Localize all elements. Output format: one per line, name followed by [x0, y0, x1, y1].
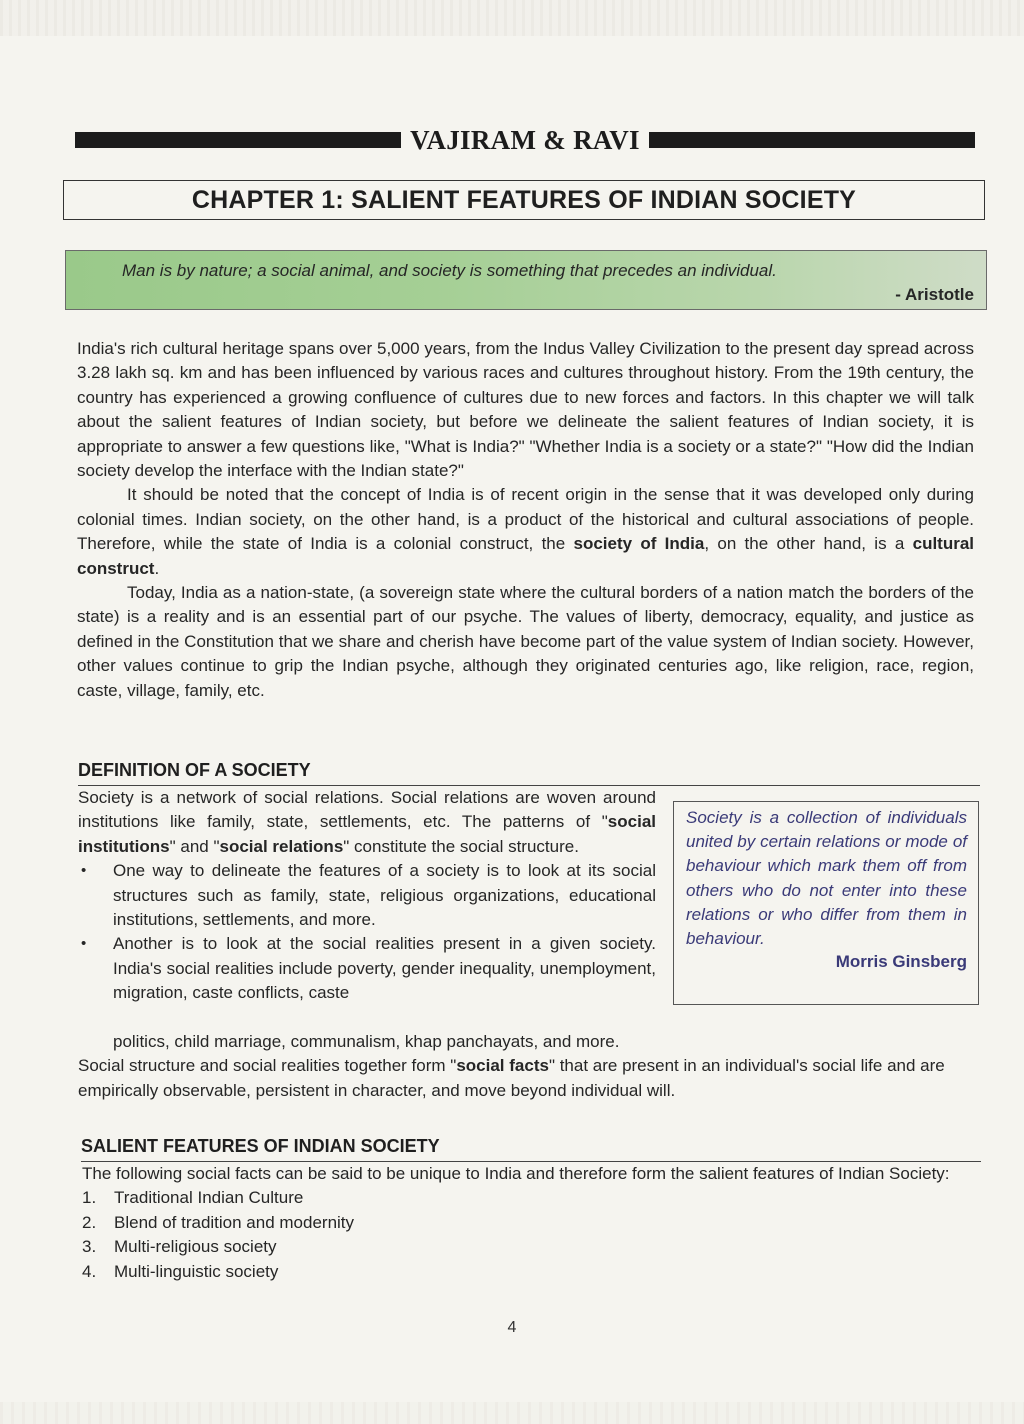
- definition-paragraph-2: [78, 1054, 978, 1103]
- list-number: 3.: [82, 1237, 97, 1257]
- scan-artifact-top: [0, 0, 1024, 36]
- intro-p2-text-end: .: [154, 558, 160, 578]
- intro-section: [77, 337, 974, 703]
- brand-title: VAJIRAM & RAVI: [410, 124, 640, 155]
- definition-paragraph-1: [78, 786, 656, 859]
- intro-p2-text-mid: , on the other hand, is a: [704, 534, 913, 554]
- list-item: [78, 859, 656, 932]
- intro-p2-bold-society: society of India: [573, 534, 705, 554]
- definition-p1-bold-institutions: social institutions: [78, 812, 656, 856]
- ginsberg-author: Morris Ginsberg: [835, 952, 967, 972]
- list-item: [78, 932, 656, 1005]
- page-number: 4: [507, 1319, 517, 1336]
- list-item: [82, 1260, 982, 1284]
- brand-header: [75, 123, 975, 157]
- definition-p1-bold-relations: social relations: [219, 836, 344, 856]
- ginsberg-quote: Society is a collection of individuals united by certain relations or mode of behaviour which mark them off from others who do not enter into these relations or who differ from them in behaviour.: [686, 808, 967, 949]
- definition-bullets: [78, 859, 656, 1005]
- list-number: 1.: [82, 1188, 97, 1208]
- list-label: Multi-linguistic society: [114, 1261, 279, 1281]
- salient-intro: The following social facts can be said to be unique to India and therefore form the salient features of Indian Society:: [82, 1164, 950, 1183]
- salient-section: [82, 1162, 982, 1284]
- bullet-icon: •: [81, 862, 87, 880]
- list-label: Blend of tradition and modernity: [114, 1212, 355, 1232]
- list-label: Multi-religious society: [114, 1237, 277, 1257]
- list-number: 4.: [82, 1261, 97, 1281]
- chapter-title: CHAPTER 1: SALIENT FEATURES OF INDIAN SOCIETY: [191, 185, 857, 214]
- intro-p2-bold-construct: cultural construct: [77, 534, 975, 578]
- definition-p2-text: Social structure and social realities together form ": [78, 1056, 457, 1076]
- bullet-text: Another is to look at the social realities present in a given society. India's social realities include poverty, gender inequality, unemployment, migration, caste conflicts, caste: [113, 934, 656, 1003]
- list-label: Traditional Indian Culture: [114, 1188, 304, 1208]
- scan-artifact-bottom: [0, 1402, 1024, 1424]
- chapter-title-box: [63, 180, 985, 220]
- ginsberg-definition-box: [673, 801, 979, 1005]
- definition-p2-bold-facts: social facts: [456, 1056, 549, 1076]
- bullet-text: One way to delineate the features of a society is to look at its social structures such as family, state, religious organizations, educational institutions, settlements, and more.: [113, 861, 656, 930]
- bullet-2-continuation: politics, child marriage, communalism, khap panchayats, and more.: [113, 1032, 620, 1051]
- quote-box: [65, 250, 987, 310]
- definition-p2-text-end: " that are present in an individual's social life and are empirically observable, persistent in character, and move beyond individual will.: [78, 1056, 945, 1100]
- salient-list: [82, 1186, 982, 1284]
- salient-heading: SALIENT FEATURES OF INDIAN SOCIETY: [81, 1136, 440, 1156]
- definition-p1-text-mid: " and ": [169, 836, 220, 856]
- intro-p2-text: It should be noted that the concept of India is of recent origin in the sense that it was developed only during colonial times. Indian society, on the other hand, is a product of the historical and cultural associations of people. Therefore, while the state of India is a colonial construct, the: [77, 485, 974, 554]
- intro-paragraph-2: [77, 483, 974, 581]
- quote-text: Man is by nature; a social animal, and society is something that precedes an individual.: [122, 261, 777, 280]
- brand-bar-right: [649, 132, 975, 148]
- list-item: [82, 1235, 982, 1259]
- quote-author: - Aristotle: [895, 285, 974, 304]
- list-item: [82, 1211, 982, 1235]
- brand-bar-left: [75, 132, 401, 148]
- list-item: [82, 1186, 982, 1210]
- definition-p1-text: Society is a network of social relations. Social relations are woven around institutions like family, state, settlements, etc. The patterns of ": [78, 788, 656, 832]
- bullet-icon: •: [81, 935, 87, 953]
- intro-paragraph-3: Today, India as a nation-state, (a sovereign state where the cultural borders of a nation match the borders of the state) is a reality and is an essential part of our psyche. The values of liberty, democracy, equality, and justice as defined in the Constitution that we share and cherish have become part of the value system of Indian society. However, other values continue to grip the Indian psyche, although they originated centuries ago, like religion, race, region, caste, village, family, etc.: [77, 583, 974, 700]
- definition-text: [78, 786, 656, 1006]
- definition-heading: DEFINITION OF A SOCIETY: [78, 760, 311, 780]
- definition-text-wide: [78, 1030, 978, 1103]
- definition-p1-text-end: " constitute the social structure.: [343, 836, 579, 856]
- list-number: 2.: [82, 1212, 97, 1232]
- intro-paragraph-1: India's rich cultural heritage spans over 5,000 years, from the Indus Valley Civilization to the present day spread across 3.28 lakh sq. km and has been influenced by various races and cultures throughout history. From the 19th century, the country has experienced a growing confluence of cultures due to new forces and factors. In this chapter we will talk about the salient features of Indian society, but before we delineate the salient features of Indian society, it is appropriate to answer a few questions like, "What is India?" "Whether India is a society or a state?" "How did the Indian society develop the interface with the Indian state?": [77, 339, 974, 481]
